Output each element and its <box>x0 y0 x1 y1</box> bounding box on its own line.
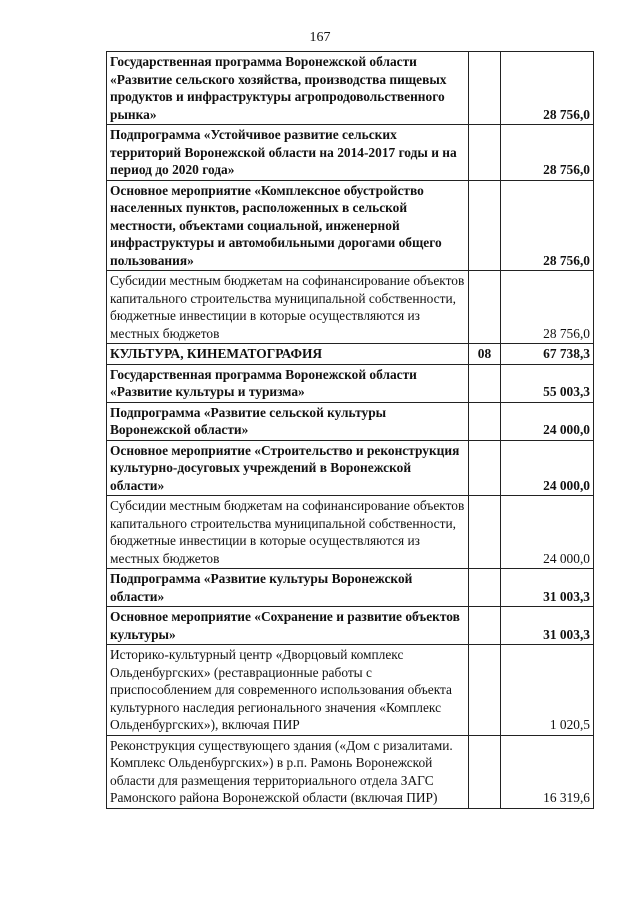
row-section-code-cell <box>469 125 501 181</box>
row-amount-cell: 28 756,0 <box>501 125 594 181</box>
table-row <box>107 271 594 344</box>
row-section-code-cell <box>469 364 501 402</box>
row-name-cell: Реконструкция существующего здания («Дом с ризалитами. Комплекс Ольденбургских») в р.п. Рамонь Воронежской области для размещения территориального отдела ЗАГС Рамонского района Воронежской области (включая ПИР) <box>107 735 469 808</box>
row-amount-cell: 31 003,3 <box>501 607 594 645</box>
row-section-code-cell <box>469 569 501 607</box>
row-name-cell: Подпрограмма «Развитие сельской культуры Воронежской области» <box>107 402 469 440</box>
row-amount-cell: 28 756,0 <box>501 271 594 344</box>
table-row <box>107 607 594 645</box>
table-row <box>107 569 594 607</box>
row-section-code-cell <box>469 402 501 440</box>
table-row <box>107 52 594 125</box>
table-row <box>107 496 594 569</box>
row-section-code-cell <box>469 645 501 736</box>
row-amount-cell: 24 000,0 <box>501 496 594 569</box>
row-section-code-cell <box>469 496 501 569</box>
table-row <box>107 735 594 808</box>
row-section-code-cell <box>469 52 501 125</box>
row-amount-cell: 67 738,3 <box>501 344 594 365</box>
table-row <box>107 440 594 496</box>
row-amount-cell: 55 003,3 <box>501 364 594 402</box>
row-name-cell: Подпрограмма «Устойчивое развитие сельских территорий Воронежской области на 2014-2017 годы и на период до 2020 года» <box>107 125 469 181</box>
row-amount-cell: 28 756,0 <box>501 180 594 271</box>
row-section-code-cell: 08 <box>469 344 501 365</box>
row-name-cell: Государственная программа Воронежской области «Развитие сельского хозяйства, производства пищевых продуктов и инфраструктуры агропродовольственного рынка» <box>107 52 469 125</box>
row-section-code-cell <box>469 180 501 271</box>
row-amount-cell: 16 319,6 <box>501 735 594 808</box>
row-name-cell: Основное мероприятие «Комплексное обустройство населенных пунктов, расположенных в сельской местности, объектами социальной, инженерной инфраструктуры и автомобильными дорогами общего пользования» <box>107 180 469 271</box>
page-number: 167 <box>309 30 331 45</box>
row-amount-cell: 24 000,0 <box>501 440 594 496</box>
row-name-cell: Субсидии местным бюджетам на софинансирование объектов капитального строительства муниципальной собственности, бюджетные инвестиции в которые осуществляются из местных бюджетов <box>107 496 469 569</box>
row-name-cell: КУЛЬТУРА, КИНЕМАТОГРАФИЯ <box>107 344 469 365</box>
table-row <box>107 645 594 736</box>
row-name-cell: Государственная программа Воронежской области «Развитие культуры и туризма» <box>107 364 469 402</box>
row-name-cell: Основное мероприятие «Сохранение и развитие объектов культуры» <box>107 607 469 645</box>
table-row <box>107 344 594 365</box>
row-section-code-cell <box>469 440 501 496</box>
table-row <box>107 364 594 402</box>
row-section-code-cell <box>469 271 501 344</box>
row-amount-cell: 1 020,5 <box>501 645 594 736</box>
budget-table <box>106 51 594 809</box>
row-amount-cell: 28 756,0 <box>501 52 594 125</box>
table-row <box>107 402 594 440</box>
row-section-code-cell <box>469 607 501 645</box>
row-section-code-cell <box>469 735 501 808</box>
row-name-cell: Субсидии местным бюджетам на софинансирование объектов капитального строительства муниципальной собственности, бюджетные инвестиции в которые осуществляются из местных бюджетов <box>107 271 469 344</box>
table-row <box>107 180 594 271</box>
row-amount-cell: 31 003,3 <box>501 569 594 607</box>
table-row <box>107 125 594 181</box>
row-amount-cell: 24 000,0 <box>501 402 594 440</box>
row-name-cell: Подпрограмма «Развитие культуры Воронежской области» <box>107 569 469 607</box>
row-name-cell: Основное мероприятие «Строительство и реконструкция культурно-досуговых учреждений в Воронежской области» <box>107 440 469 496</box>
row-name-cell: Историко-культурный центр «Дворцовый комплекс Ольденбургских» (реставрационные работы с приспособлением для современного использования объекта культурного наследия регионального значения «Комплекс Ольденбургских»), включая ПИР <box>107 645 469 736</box>
